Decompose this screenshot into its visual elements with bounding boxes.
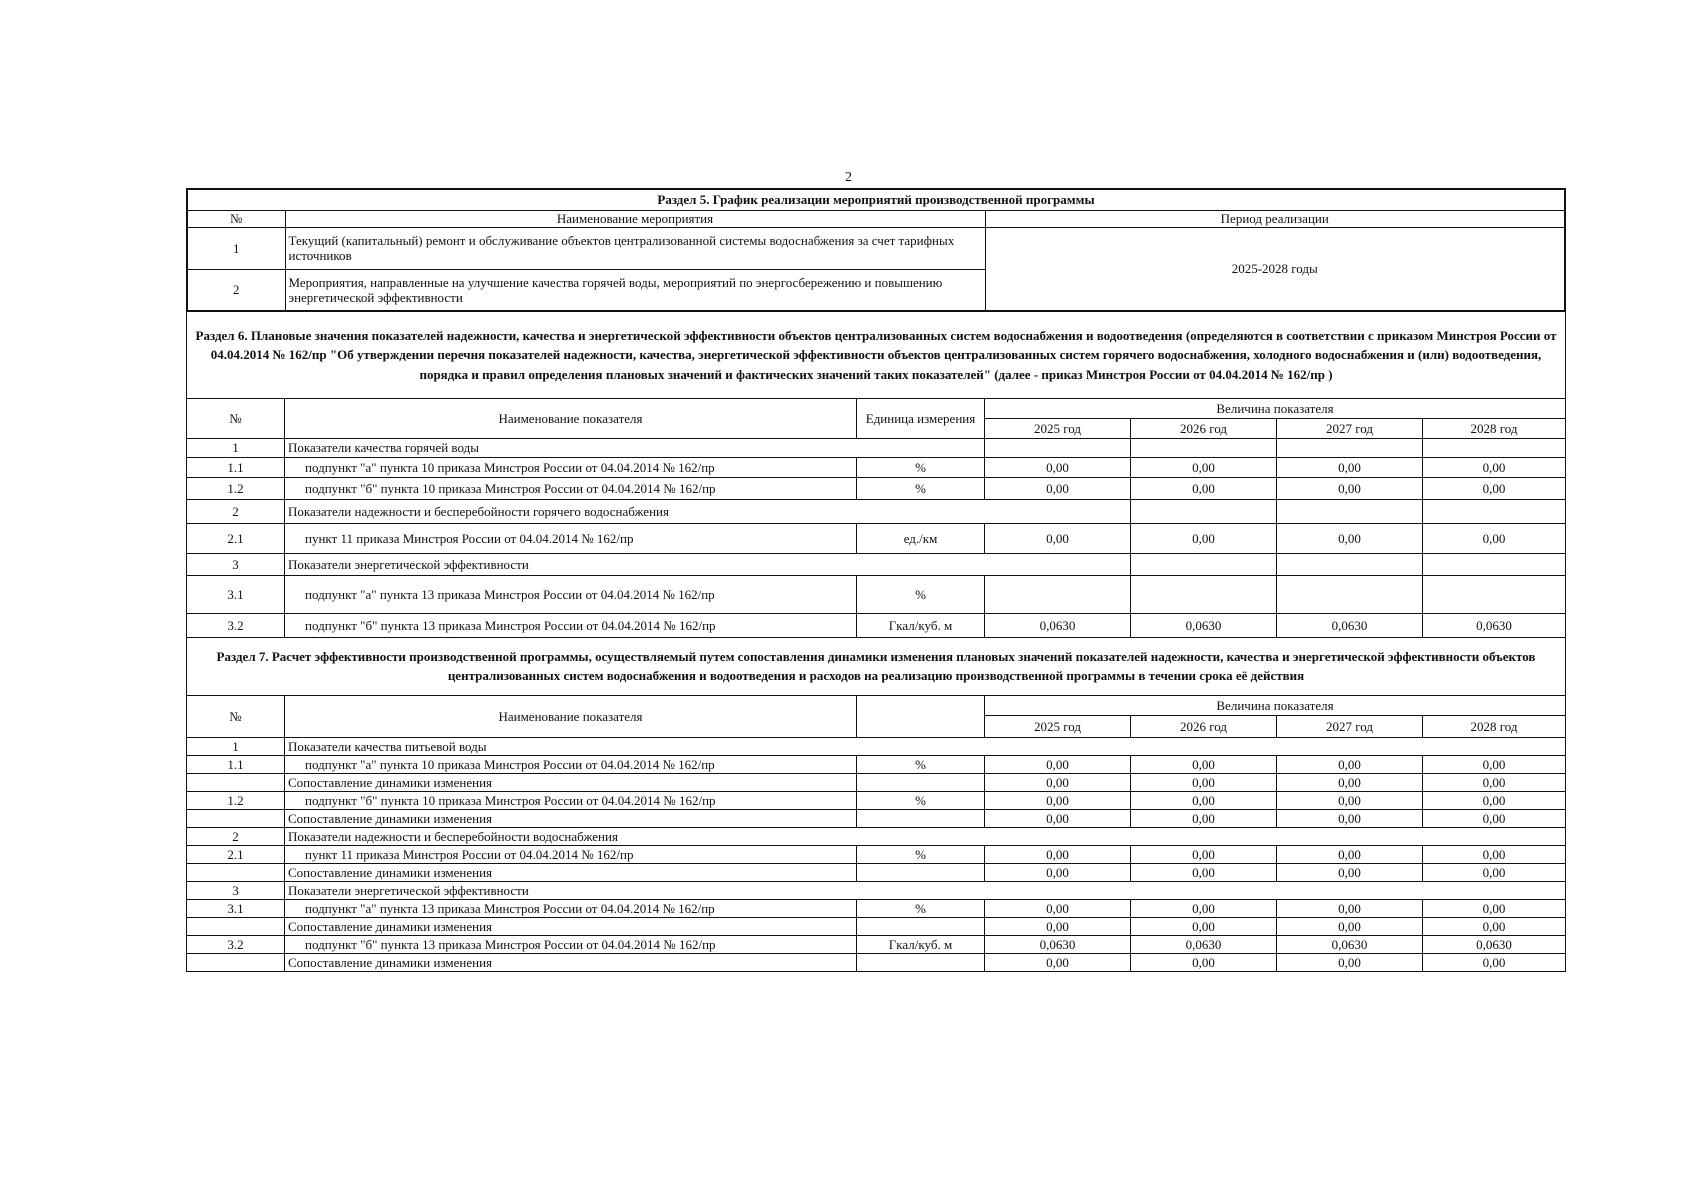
col-header-activity: Наименование мероприятия	[285, 210, 985, 227]
year-header: 2027 год	[1277, 716, 1423, 738]
year-header: 2025 год	[985, 418, 1131, 438]
value-cell: 0,00	[1131, 792, 1277, 810]
value-cell: 0,00	[1423, 900, 1566, 918]
value-cell: 0,00	[1423, 774, 1566, 792]
indicator-name: подпункт "а" пункта 10 приказа Минстроя России от 04.04.2014 № 162/пр	[285, 457, 857, 477]
row-no	[187, 810, 285, 828]
table-row	[187, 828, 1566, 846]
row-no: 1	[187, 227, 285, 269]
value-cell: 0,00	[1277, 954, 1423, 972]
indicator-name: подпункт "б" пункта 13 приказа Минстроя России от 04.04.2014 № 162/пр	[285, 936, 857, 954]
value-cell: 0,00	[1423, 756, 1566, 774]
table-row	[187, 774, 1566, 792]
table-row	[187, 792, 1566, 810]
section-5-table	[186, 188, 1566, 312]
value-cell: 0,0630	[1423, 936, 1566, 954]
value-cell: 0,00	[1131, 954, 1277, 972]
indicator-name: Показатели энергетической эффективности	[285, 553, 1131, 575]
col-header-unit	[857, 696, 985, 738]
value-cell: 0,00	[1277, 477, 1423, 499]
year-header: 2026 год	[1131, 418, 1277, 438]
table-row	[187, 810, 1566, 828]
table-row	[187, 936, 1566, 954]
value-cell: 0,00	[1131, 918, 1277, 936]
value-cell: 0,00	[985, 864, 1131, 882]
unit-cell: %	[857, 900, 985, 918]
value-cell: 0,0630	[985, 613, 1131, 637]
value-cell: 0,00	[1277, 810, 1423, 828]
col-header-period: Период реализации	[985, 210, 1565, 227]
value-cell: 0,00	[985, 810, 1131, 828]
col-header-no: №	[187, 210, 285, 227]
col-header-no: №	[187, 696, 285, 738]
table-row	[187, 613, 1566, 637]
unit-cell: %	[857, 792, 985, 810]
unit-cell	[857, 918, 985, 936]
unit-cell: %	[857, 575, 985, 613]
value-cell: 0,00	[985, 523, 1131, 553]
comparison-label: Сопоставление динамики изменения	[285, 918, 857, 936]
value-cell: 0,00	[1277, 523, 1423, 553]
activity-name: Текущий (капитальный) ремонт и обслуживание объектов централизованной системы водоснабжения за счет тарифных источников	[285, 227, 985, 269]
section-7-table	[186, 638, 1566, 973]
section-7-title: Раздел 7. Расчет эффективности производственной программы, осуществляемый путем сопоставления динамики изменения плановых значений показателей надежности, качества и энергетической эффективности объектов централизованных систем водоснабжения и водоотведения и расходов на реализацию производственной программы в течении срока её действия	[187, 638, 1566, 696]
value-cell: 0,00	[1277, 918, 1423, 936]
row-no	[187, 954, 285, 972]
unit-cell: ед./км	[857, 523, 985, 553]
indicator-name: Показатели энергетической эффективности	[285, 882, 1566, 900]
value-cell: 0,00	[985, 792, 1131, 810]
indicator-name: подпункт "а" пункта 13 приказа Минстроя России от 04.04.2014 № 162/пр	[285, 900, 857, 918]
unit-cell: Гкал/куб. м	[857, 936, 985, 954]
row-no: 3	[187, 553, 285, 575]
col-header-value: Величина показателя	[985, 696, 1566, 716]
col-header-value: Величина показателя	[985, 398, 1566, 418]
table-row	[187, 738, 1566, 756]
unit-cell	[857, 864, 985, 882]
value-cell	[1277, 575, 1423, 613]
table-row	[187, 756, 1566, 774]
col-header-no: №	[187, 398, 285, 438]
value-cell	[1277, 438, 1423, 457]
row-no: 3	[187, 882, 285, 900]
indicator-name: подпункт "б" пункта 13 приказа Минстроя России от 04.04.2014 № 162/пр	[285, 613, 857, 637]
row-no: 1	[187, 438, 285, 457]
value-cell: 0,00	[1277, 774, 1423, 792]
unit-cell	[857, 810, 985, 828]
row-no	[187, 864, 285, 882]
indicator-name: пункт 11 приказа Минстроя России от 04.04.2014 № 162/пр	[285, 846, 857, 864]
row-no: 3.2	[187, 613, 285, 637]
value-cell	[985, 438, 1131, 457]
indicator-name: Показатели надежности и бесперебойности горячего водоснабжения	[285, 499, 1131, 523]
row-no: 1.2	[187, 477, 285, 499]
value-cell: 0,00	[1131, 477, 1277, 499]
indicator-name: подпункт "б" пункта 10 приказа Минстроя России от 04.04.2014 № 162/пр	[285, 792, 857, 810]
value-cell: 0,00	[1277, 864, 1423, 882]
value-cell: 0,00	[1423, 477, 1566, 499]
unit-cell: %	[857, 846, 985, 864]
indicator-name: Показатели надежности и бесперебойности водоснабжения	[285, 828, 1566, 846]
value-cell: 0,00	[1423, 523, 1566, 553]
value-cell	[1423, 575, 1566, 613]
table-row	[187, 846, 1566, 864]
indicator-name: подпункт "б" пункта 10 приказа Минстроя России от 04.04.2014 № 162/пр	[285, 477, 857, 499]
implementation-period: 2025-2028 годы	[985, 227, 1565, 311]
value-cell: 0,00	[1131, 810, 1277, 828]
value-cell: 0,00	[985, 846, 1131, 864]
indicator-name: подпункт "а" пункта 10 приказа Минстроя России от 04.04.2014 № 162/пр	[285, 756, 857, 774]
value-cell: 0,00	[1131, 774, 1277, 792]
value-cell: 0,0630	[1277, 613, 1423, 637]
value-cell: 0,00	[985, 457, 1131, 477]
value-cell: 0,00	[985, 477, 1131, 499]
row-no: 1.1	[187, 457, 285, 477]
value-cell: 0,00	[1277, 846, 1423, 864]
value-cell	[1131, 575, 1277, 613]
row-no: 1.2	[187, 792, 285, 810]
value-cell: 0,0630	[1131, 936, 1277, 954]
table-row	[187, 477, 1566, 499]
value-cell: 0,00	[985, 954, 1131, 972]
table-row	[187, 900, 1566, 918]
value-cell	[985, 575, 1131, 613]
year-header: 2025 год	[985, 716, 1131, 738]
value-cell: 0,00	[1131, 756, 1277, 774]
table-row	[187, 523, 1566, 553]
value-cell: 0,00	[1423, 864, 1566, 882]
value-cell: 0,00	[1131, 523, 1277, 553]
year-header: 2028 год	[1423, 716, 1566, 738]
value-cell: 0,00	[1423, 457, 1566, 477]
col-header-indicator: Наименование показателя	[285, 398, 857, 438]
value-cell: 0,00	[1423, 954, 1566, 972]
comparison-label: Сопоставление динамики изменения	[285, 810, 857, 828]
value-cell	[1131, 438, 1277, 457]
page-number: 2	[845, 170, 852, 185]
value-cell: 0,00	[1131, 457, 1277, 477]
value-cell: 0,00	[1423, 846, 1566, 864]
row-no: 2	[187, 828, 285, 846]
value-cell	[1423, 438, 1566, 457]
value-cell	[1277, 499, 1423, 523]
table-row	[187, 918, 1566, 936]
table-row	[187, 864, 1566, 882]
table-row	[187, 499, 1566, 523]
row-no: 1.1	[187, 756, 285, 774]
table-row	[187, 553, 1566, 575]
document-body	[186, 188, 1566, 972]
table-row	[187, 882, 1566, 900]
value-cell	[1131, 499, 1277, 523]
value-cell	[1277, 553, 1423, 575]
table-row	[187, 954, 1566, 972]
col-header-indicator: Наименование показателя	[285, 696, 857, 738]
table-row	[187, 457, 1566, 477]
row-no	[187, 774, 285, 792]
value-cell: 0,00	[985, 918, 1131, 936]
section-6-title: Раздел 6. Плановые значения показателей надежности, качества и энергетической эффективности объектов централизованных систем водоснабжения и водоотведения (определяются в соответствии с приказом Минстроя России от 04.04.2014 № 162/пр "Об утверждении перечня показателей надежности, качества, энергетической эффективности объектов централизованных систем горячего водоснабжения, холодного водоснабжения и (или) водоотведения, порядка и правил определения плановых значений и фактических значений таких показателей" (далее - приказ Минстроя России от 04.04.2014 № 162/пр )	[187, 312, 1566, 398]
row-no: 3.2	[187, 936, 285, 954]
value-cell: 0,00	[1423, 792, 1566, 810]
value-cell: 0,0630	[1131, 613, 1277, 637]
value-cell: 0,00	[1277, 792, 1423, 810]
value-cell: 0,00	[985, 756, 1131, 774]
table-row	[187, 575, 1566, 613]
unit-cell	[857, 954, 985, 972]
indicator-name: подпункт "а" пункта 13 приказа Минстроя России от 04.04.2014 № 162/пр	[285, 575, 857, 613]
section-5-title: Раздел 5. График реализации мероприятий производственной программы	[187, 189, 1565, 210]
comparison-label: Сопоставление динамики изменения	[285, 954, 857, 972]
value-cell	[1423, 499, 1566, 523]
value-cell: 0,00	[985, 900, 1131, 918]
row-no: 2	[187, 269, 285, 311]
value-cell: 0,0630	[1277, 936, 1423, 954]
row-no	[187, 918, 285, 936]
unit-cell	[857, 774, 985, 792]
comparison-label: Сопоставление динамики изменения	[285, 864, 857, 882]
year-header: 2026 год	[1131, 716, 1277, 738]
value-cell: 0,0630	[985, 936, 1131, 954]
section-6-table	[186, 312, 1566, 638]
section-7-rows	[187, 738, 1566, 972]
value-cell: 0,00	[1423, 810, 1566, 828]
row-no: 2.1	[187, 523, 285, 553]
value-cell: 0,00	[1423, 918, 1566, 936]
activity-name: Мероприятия, направленные на улучшение качества горячей воды, мероприятий по энергосбережению и повышению энергетической эффективности	[285, 269, 985, 311]
comparison-label: Сопоставление динамики изменения	[285, 774, 857, 792]
row-no: 1	[187, 738, 285, 756]
row-no: 3.1	[187, 575, 285, 613]
value-cell: 0,00	[1277, 756, 1423, 774]
value-cell: 0,00	[1277, 457, 1423, 477]
value-cell: 0,0630	[1423, 613, 1566, 637]
value-cell: 0,00	[1131, 864, 1277, 882]
value-cell: 0,00	[1131, 900, 1277, 918]
indicator-name: Показатели качества питьевой воды	[285, 738, 1566, 756]
row-no: 3.1	[187, 900, 285, 918]
unit-cell: %	[857, 756, 985, 774]
value-cell: 0,00	[1131, 846, 1277, 864]
unit-cell: %	[857, 457, 985, 477]
unit-cell: Гкал/куб. м	[857, 613, 985, 637]
indicator-name: пункт 11 приказа Минстроя России от 04.04.2014 № 162/пр	[285, 523, 857, 553]
value-cell: 0,00	[1277, 900, 1423, 918]
table-row	[187, 438, 1566, 457]
year-header: 2028 год	[1423, 418, 1566, 438]
row-no: 2.1	[187, 846, 285, 864]
year-header: 2027 год	[1277, 418, 1423, 438]
row-no: 2	[187, 499, 285, 523]
col-header-unit: Единица измерения	[857, 398, 985, 438]
value-cell	[1131, 553, 1277, 575]
value-cell: 0,00	[985, 774, 1131, 792]
value-cell	[1423, 553, 1566, 575]
unit-cell: %	[857, 477, 985, 499]
indicator-name: Показатели качества горячей воды	[285, 438, 985, 457]
